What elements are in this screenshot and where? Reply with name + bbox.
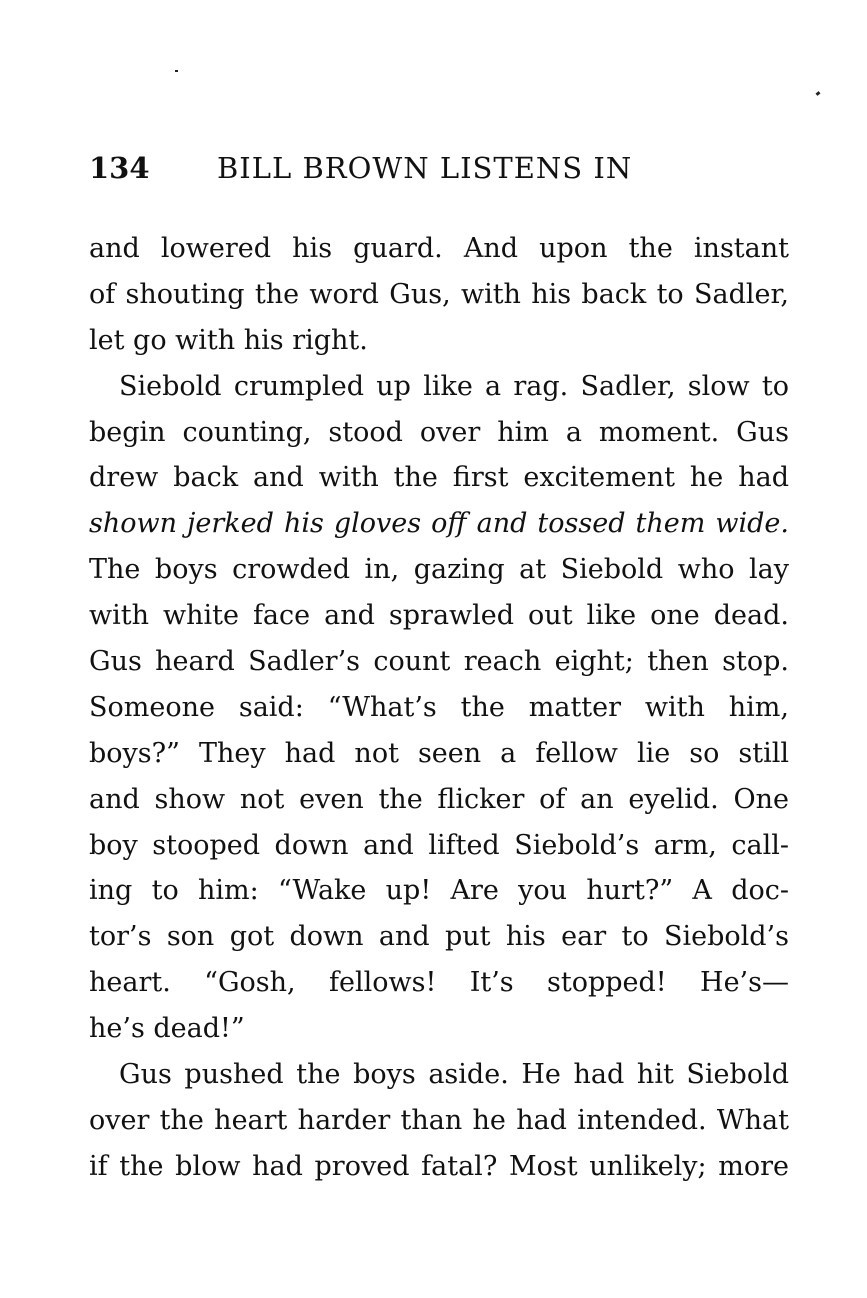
text-line: tor’s son got down and put his ear to Siebold’s — [89, 921, 789, 953]
text-line: of shouting the word Gus, with his back to Sadler, — [89, 278, 789, 310]
text-line: he’s dead!” — [89, 1013, 245, 1045]
running-head — [89, 150, 789, 190]
print-speck — [816, 91, 821, 96]
text-line: if the blow had proved fatal? Most unlikely; more — [89, 1150, 789, 1182]
text-line: shown jerked his gloves off and tossed them wide. — [89, 508, 789, 540]
body-text — [89, 226, 789, 1190]
text-line: drew back and with the first excitement he had — [89, 462, 789, 494]
text-line: ing to him: “Wake up! Are you hurt?” A doc- — [89, 875, 789, 907]
text-line: boy stooped down and lifted Siebold’s arm, call- — [89, 829, 789, 861]
text-line: Someone said: “What’s the matter with him, — [89, 691, 789, 723]
text-line: heart. “Gosh, fellows! It’s stopped! He’s— — [89, 967, 789, 999]
text-line: boys?” They had not seen a fellow lie so still — [89, 737, 789, 769]
print-speck — [175, 70, 178, 72]
page-number: 134 — [89, 151, 150, 185]
text-line: The boys crowded in, gazing at Siebold who lay — [89, 554, 789, 586]
text-line: Gus heard Sadler’s count reach eight; then stop. — [89, 646, 789, 678]
text-line: Siebold crumpled up like a rag. Sadler, slow to — [119, 370, 789, 402]
text-line: Gus pushed the boys aside. He had hit Siebold — [119, 1059, 789, 1091]
text-line: and show not even the flicker of an eyelid. One — [89, 783, 789, 815]
text-line: let go with his right. — [89, 324, 368, 356]
book-title: BILL BROWN LISTENS IN — [217, 151, 633, 185]
text-line: over the heart harder than he had intended. What — [89, 1104, 789, 1136]
text-line: with white face and sprawled out like one dead. — [89, 600, 789, 632]
text-line: begin counting, stood over him a moment. Gus — [89, 416, 789, 448]
text-line: and lowered his guard. And upon the instant — [89, 233, 789, 264]
